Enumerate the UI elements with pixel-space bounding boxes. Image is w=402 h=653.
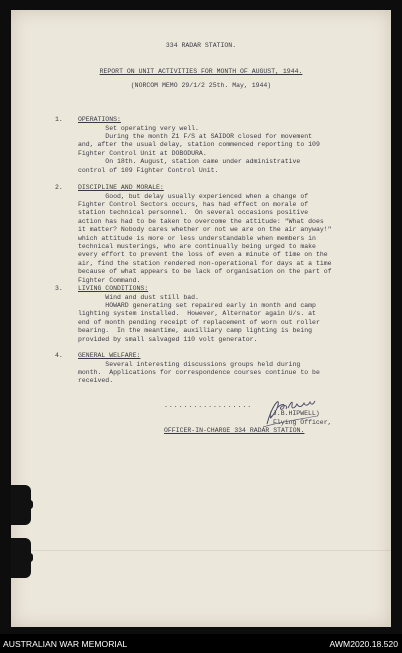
body-line: control of 109 Fighter Control Unit. bbox=[78, 166, 219, 174]
body-line: Wind and dust still bad. bbox=[78, 293, 199, 301]
body-line: month. Applications for correspondence courses continue to be bbox=[78, 368, 320, 376]
section-body-operations bbox=[78, 125, 320, 175]
body-line: Fighter Command. bbox=[78, 276, 141, 284]
body-line: and, after the usual delay, station commenced reporting to 109 bbox=[78, 141, 320, 149]
binder-clip-lower bbox=[11, 538, 31, 578]
paper-fold bbox=[11, 550, 391, 551]
section-number: 3. bbox=[55, 285, 63, 292]
section-number: 4. bbox=[55, 352, 63, 359]
body-line: During the month Z1 F/S at SAIDOR closed for movement bbox=[78, 132, 313, 140]
handwritten-signature bbox=[255, 394, 325, 428]
body-line: because of what appears to be lack of organisation on the part of bbox=[78, 268, 332, 276]
section-number: 1. bbox=[55, 116, 63, 123]
body-line: bearing. In the meantime, auxilliary camp lighting is being bbox=[78, 327, 313, 335]
signatory-name: (J.B.HIPWELL) bbox=[269, 410, 320, 417]
body-line: HOWARD generating set repaired early in month and camp bbox=[78, 301, 316, 309]
section-heading-living: LIVING CONDITIONS: bbox=[78, 285, 149, 292]
body-line: technical musterings, who are continually being urged to make bbox=[78, 242, 316, 250]
footer-institution: AUSTRALIAN WAR MEMORIAL bbox=[3, 639, 128, 649]
body-line: which attitude is more or less understandable when members in bbox=[78, 234, 316, 242]
body-line: Fighter Control Sectors occurs, has had effect on morale of bbox=[78, 200, 309, 208]
section-heading-welfare: GENERAL WELFARE: bbox=[78, 352, 141, 359]
body-line: it matter? Nobody cares whether or not we are on the air anyway!" bbox=[78, 226, 332, 234]
body-line: air, find the station rendered non-operational for days at a time bbox=[78, 259, 332, 267]
section-body-welfare bbox=[78, 361, 320, 386]
section-body-living bbox=[78, 294, 320, 344]
signatory-rank: Flying Officer, bbox=[273, 418, 332, 426]
body-line: action has had to be taken to overcome the attitude: "What does bbox=[78, 217, 324, 225]
body-line: provided by small salvaged 110 volt generator. bbox=[78, 335, 258, 343]
body-line: lighting system installed. However, Alternator again U/s. at bbox=[78, 310, 316, 318]
footer-accession-number: AWM2020.18.520 bbox=[329, 639, 398, 649]
document-sheet bbox=[11, 10, 391, 627]
section-number: 2. bbox=[55, 184, 63, 191]
body-line: station technical personnel. On several occasions positive bbox=[78, 209, 309, 217]
body-line: On 18th. August, station came under administrative bbox=[78, 158, 301, 166]
binder-clip-upper bbox=[11, 485, 31, 525]
body-line: Set operating very well. bbox=[78, 124, 199, 132]
section-body-discipline bbox=[78, 193, 332, 285]
report-title: REPORT ON UNIT ACTIVITIES FOR MONTH OF AUGUST, 1944. bbox=[99, 68, 303, 75]
body-line: end of month pending receipt of replacement of worn out roller bbox=[78, 318, 320, 326]
body-line: Good, but delay usually experienced when a change of bbox=[78, 192, 309, 200]
body-line: Several interesting discussions groups held during bbox=[78, 360, 301, 368]
memo-reference: (NORCOM MEMO 29/1/2 25th. May, 1944) bbox=[130, 82, 272, 89]
body-line: every effort to prevent the loss of even a minute of time on the bbox=[78, 251, 328, 259]
body-line: received. bbox=[78, 377, 114, 385]
body-line: Fighter Control Unit at DOBODURA. bbox=[78, 149, 207, 157]
signature-dotted-line: .................. bbox=[164, 402, 253, 409]
signatory-office: OFFICER-IN-CHARGE 334 RADAR STATION. bbox=[164, 427, 305, 434]
section-heading-discipline: DISCIPLINE AND MORALE: bbox=[78, 184, 164, 191]
station-heading: 334 RADAR STATION. bbox=[165, 42, 237, 49]
section-heading-operations: OPERATIONS: bbox=[78, 116, 121, 123]
archive-footer bbox=[0, 634, 402, 653]
